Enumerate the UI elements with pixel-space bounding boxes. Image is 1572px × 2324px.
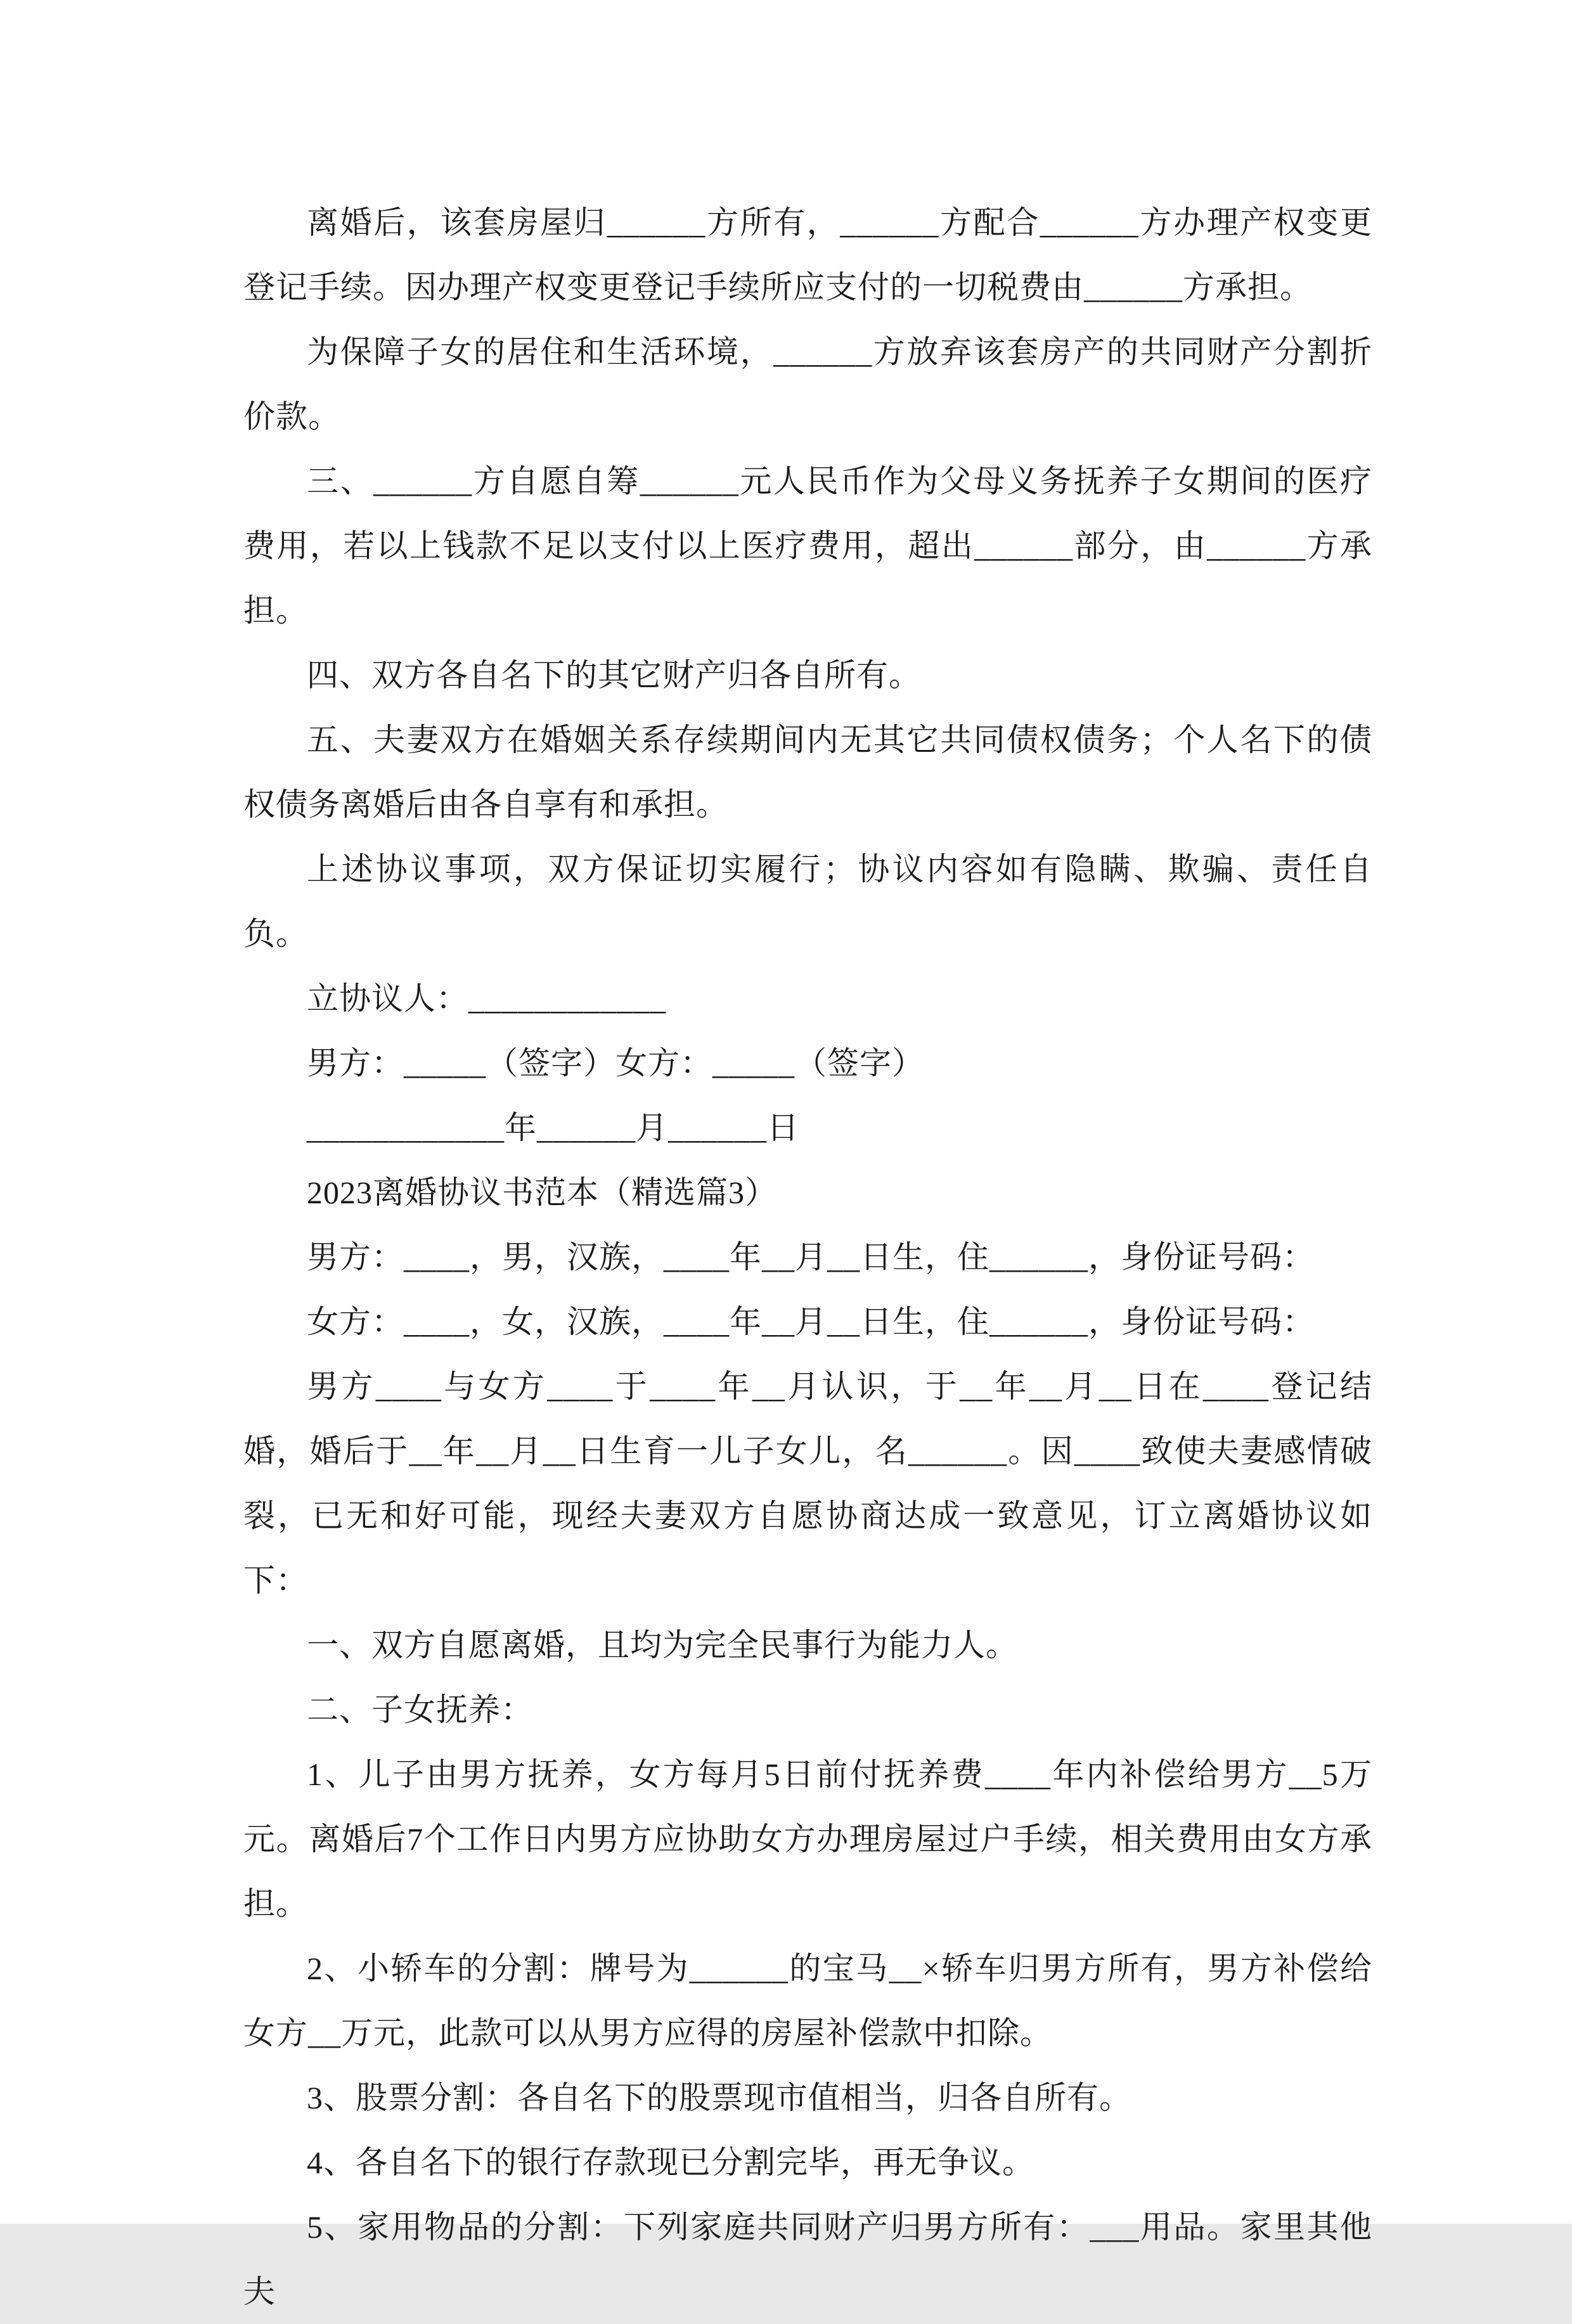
paragraph: 3、股票分割：各自名下的股票现市值相当，归各自所有。	[307, 2080, 1131, 2115]
paragraph: 离婚后，该套房屋归______方所有，______方配合______方办理产权变更登记手续。因办理产权变更登记手续所应支付的一切税费由______方承担。	[243, 205, 1372, 305]
paragraph: 男方：____，男，汉族，____年__月__日生，住______，身份证号码：	[307, 1239, 1315, 1275]
signature-line: 男方：_____（签字）女方：_____（签字）	[307, 1045, 924, 1081]
paragraph: 上述协议事项，双方保证切实履行；协议内容如有隐瞒、欺骗、责任自负。	[243, 851, 1372, 952]
paragraph: 5、家用物品的分割：下列家庭共同财产归男方所有：___用品。家里其他夫	[243, 2209, 1372, 2309]
paragraph: 四、双方各自名下的其它财产归各自所有。	[307, 657, 921, 693]
paragraph: 二、子女抚养：	[307, 1692, 533, 1727]
paragraph: 2、小轿车的分割：牌号为______的宝马__×轿车归男方所有，男方补偿给女方__万元，此款可以从男方应得的房屋补偿款中扣除。	[243, 1951, 1372, 2051]
paragraph: 1、儿子由男方抚养，女方每月5日前付抚养费____年内补偿给男方__5万元。离婚后7个工作日内男方应协助女方办理房屋过户手续，相关费用由女方承担。	[243, 1757, 1372, 1921]
paragraph: 4、各自名下的银行存款现已分割完毕，再无争议。	[307, 2145, 1034, 2180]
paragraph: 为保障子女的居住和生活环境，______方放弃该套房产的共同财产分割折价款。	[243, 334, 1372, 434]
signature-line: 立协议人：____________	[307, 981, 666, 1016]
document-body	[243, 190, 1372, 2324]
date-line: ____________年______月______日	[307, 1110, 799, 1146]
paragraph: 三、______方自愿自筹______元人民币作为父母义务抚养子女期间的医疗费用，若以上钱款不足以支付以上医疗费用，超出______部分，由______方承担。	[243, 463, 1372, 628]
paragraph: 男方____与女方____于____年__月认识，于__年__月__日在____登记结婚，婚后于__年__月__日生育一儿子女儿，名______。因____致使夫妻感情破裂，已无和好可能，现经夫妻双方自愿协商达成一致意见，订立离婚协议如下：	[243, 1369, 1372, 1598]
paragraph: 五、夫妻双方在婚姻关系存续期间内无其它共同债权债务；个人名下的债权债务离婚后由各自享有和承担。	[243, 722, 1372, 822]
paragraph: 一、双方自愿离婚，且均为完全民事行为能力人。	[307, 1627, 1018, 1663]
section-title: 2023离婚协议书范本（精选篇3）	[307, 1175, 777, 1210]
paragraph: 女方：____，女，汉族，____年__月__日生，住______，身份证号码：	[307, 1304, 1315, 1340]
